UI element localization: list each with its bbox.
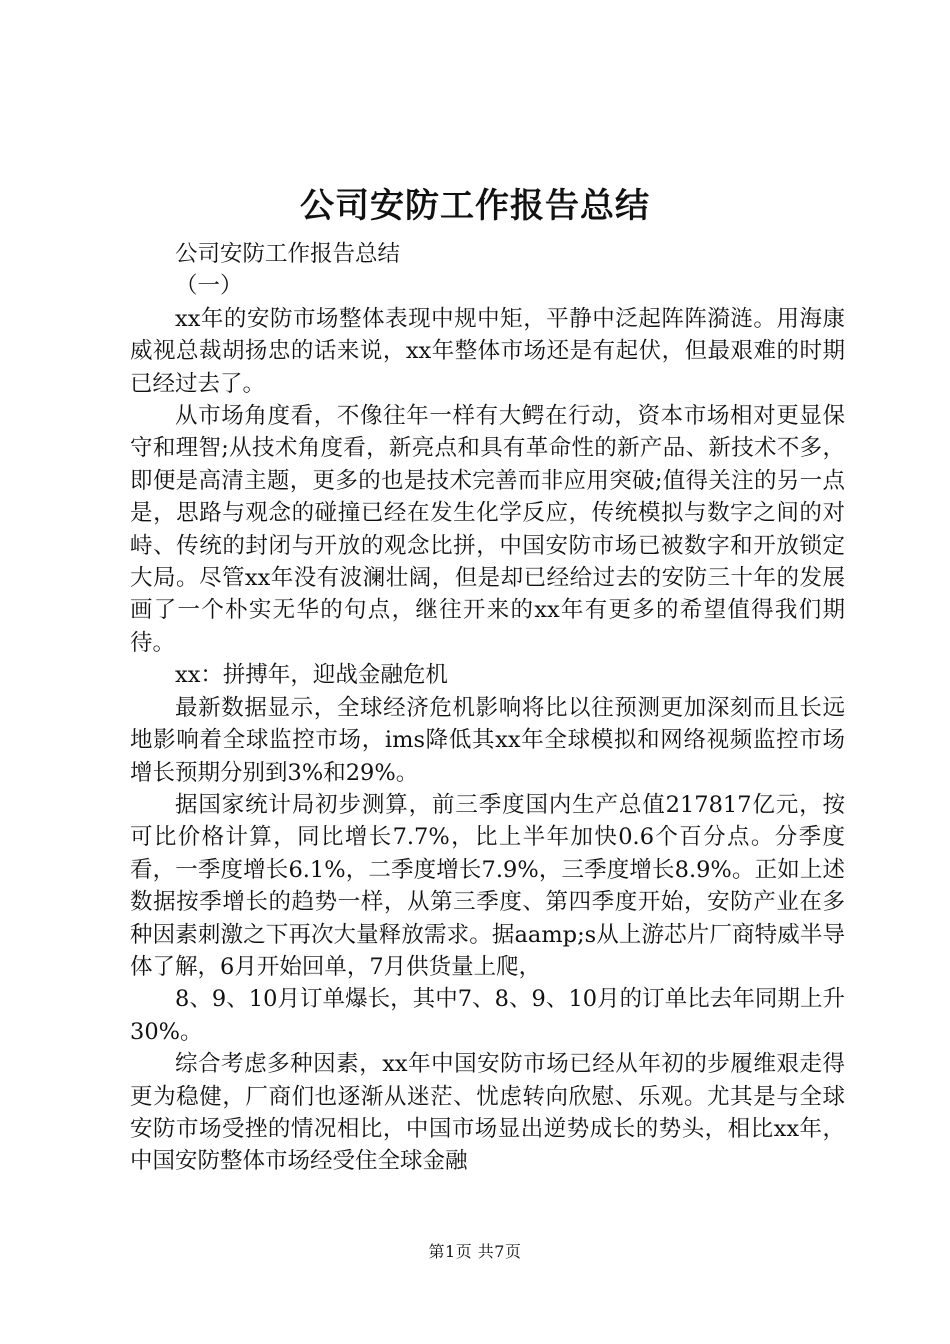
paragraph-heading: xx：拼搏年，迎战金融危机 — [175, 662, 448, 689]
paragraph-section-number: （一） — [175, 273, 243, 300]
page-footer — [0, 1240, 950, 1264]
document-body — [130, 238, 845, 1178]
paragraph: 最新数据显示，全球经济危机影响将比以往预测更加深刻而且长远地影响着全球监控市场，ims降低其xx年全球模拟和网络视频监控市场增长预期分别到3%和29%。 — [130, 694, 845, 786]
paragraph: 8、9、10月订单爆长，其中7、8、9、10月的订单比去年同期上升30%。 — [130, 986, 845, 1045]
paragraph: 综合考虑多种因素，xx年中国安防市场已经从年初的步履维艰走得更为稳健，厂商们也逐渐从迷茫、忧虑转向欣慰、乐观。尤其是与全球安防市场受挫的情况相比，中国市场显出逆势成长的势头，相比xx年，中国安防整体市场经受住全球金融 — [130, 1051, 845, 1175]
document-title: 公司安防工作报告总结 — [300, 186, 650, 226]
paragraph-subtitle: 公司安防工作报告总结 — [175, 241, 401, 267]
paragraph: xx年的安防市场整体表现中规中矩，平静中泛起阵阵漪涟。用海康威视总裁胡扬忠的话来说，xx年整体市场还是有起伏，但最艰难的时期已经过去了。 — [130, 305, 845, 397]
page-indicator: 第1页 共7页 — [428, 1242, 522, 1261]
paragraph: 从市场角度看，不像往年一样有大鳄在行动，资本市场相对更显保守和理智;从技术角度看，新亮点和具有革命性的新产品、新技术不多，即便是高清主题，更多的也是技术完善而非应用突破;值得关注的另一点是，思路与观念的碰撞已经在发生化学反应，传统模拟与数字之间的对峙、传统的封闭与开放的观念比拼，中国安防市场已被数字和开放锁定大局。尽管xx年没有波澜壮阔，但是却已经给过去的安防三十年的发展画了一个朴实无华的句点，继往开来的xx年有更多的希望值得我们期待。 — [130, 403, 845, 656]
paragraph: 据国家统计局初步测算，前三季度国内生产总值217817亿元，按可比价格计算，同比增长7.7%，比上半年加快0.6个百分点。分季度看，一季度增长6.1%，二季度增长7.9%，三季度增长8.9%。正如上述数据按季增长的趋势一样，从第三季度、第四季度开始，安防产业在多种因素刺激之下再次大量释放需求。据aamp;s从上游芯片厂商特威半导体了解，6月开始回单，7月供货量上爬， — [130, 791, 845, 980]
